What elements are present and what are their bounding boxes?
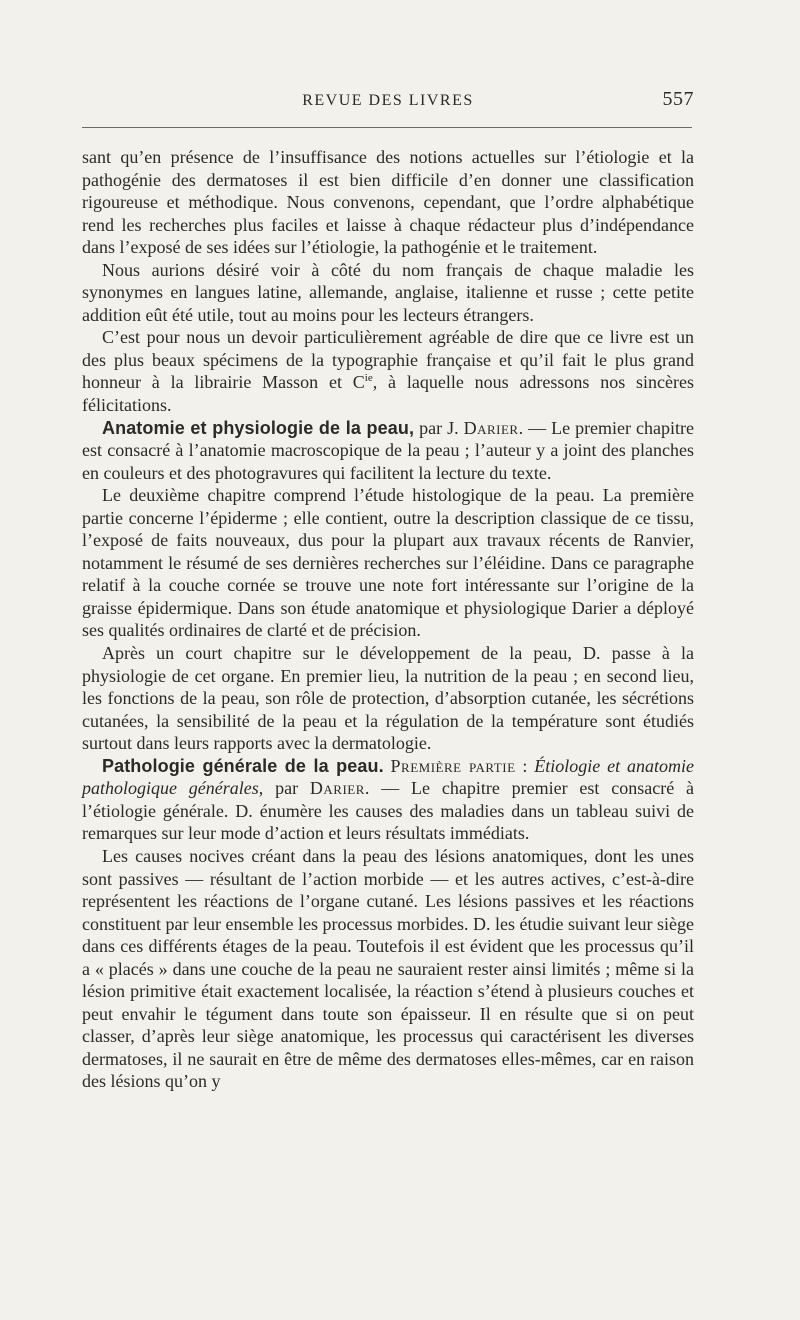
text-run: par J. [414,417,464,438]
section-heading-anatomie: Anatomie et physiologie de la peau, [102,417,415,438]
section-heading-pathologie: Pathologie générale de la peau. [102,755,384,776]
author-name: Darier [463,417,519,438]
page-number: 557 [662,88,694,110]
paragraph-causes: Les causes nocives créant dans la peau des lésions anatomiques, dont les unes sont passives — résultant de l’action morbide — et les autres actives, c’est-à-dire représentent les réactions de l’organe cutané. Les lésions passives et les réactions constituent par leur ensemble les processus morbides. D. les étudie suivant leur siège dans ces différents étages de la peau. Toutefois il est évident que les processus qu’il a « placés » dans une couche de la peau ne sauraient rester ainsi limités ; même si la lésion primitive était exactement localisée, la réaction s’étend à plusieurs couches et peut envahir le tégument dans toute son épaisseur. Il en résulte que si on peut classer, d’après leur siège anatomique, les processus qui caractérisent les diverses dermatoses, il ne saurait en être de même des dermatoses elles-mêmes, car en raison des lésions qu’on y [82,845,694,1092]
paragraph-anatomie [82,417,694,485]
text-run: , à laquelle nous adressons nos sincères félicitations. [82,372,695,416]
running-head: REVUE DES LIVRES [302,92,474,109]
page-header [82,88,694,118]
text-run: : [515,755,535,776]
paragraph-synonymes: Nous aurions désiré voir à côté du nom français de chaque maladie les synonymes en langues latine, allemande, anglaise, italienne et russe ; cette petite addition eût été utile, tout au moins pour les lecteurs étrangers. [82,259,694,325]
paragraph-typographie [82,326,694,416]
text-run: . — Le premier chapitre est consacré à l’anatomie macroscopique de la peau ; l’auteur y a joint des planches en couleurs et des photogravures qui facilitent la lecture du texte. [82,417,695,483]
text-run: , par [258,778,310,799]
superscript: ie [364,372,373,385]
paragraph-continuation: sant qu’en présence de l’insuffisance des notions actuelles sur l’étiologie et la pathogénie des dermatoses il est bien difficile d’en donner une classification rigoureuse et méthodique. Nous convenons, cependant, que l’ordre alphabétique rend les recherches plus faciles et laisse à chaque rédacteur plus d’indépendance dans l’exposé de ses idées sur l’étiologie, la pathogénie et le traitement. [82,147,694,258]
part-title: Étiologie et anatomie pathologique générales [82,755,694,799]
body-text [82,146,694,1093]
paragraph-histologie: Le deuxième chapitre comprend l’étude histologique de la peau. La première partie concerne l’épiderme ; elle contient, outre la description classique de ce tissu, l’exposé de faits nouveaux, dus pour la plupart aux travaux récents de Ranvier, notamment le résumé de ses dernières recherches sur l’éléidine. Dans ce paragraphe relatif à la couche cornée se trouve une note fort intéressante sur l’origine de la graisse épidermique. Dans son étude anatomique et physiologique Darier a déployé ses qualités ordinaires de clarté et de précision. [82,485,694,641]
author-name: Darier [309,778,365,799]
text-run: . — Le chapitre premier est consacré à l’étiologie générale. D. énumère les causes des maladies dans un tableau suivi de remarques sur leur mode d’action et leurs résultats immédiats. [82,778,694,844]
text-run: C’est pour nous un devoir particulièrement agréable de dire que ce livre est un des plus beaux spécimens de la typographie française et qu’il fait le plus grand honneur à la librairie Masson et C [82,327,694,393]
paragraph-pathologie [82,755,694,845]
header-rule [82,127,692,128]
paragraph-physiologie: Après un court chapitre sur le développement de la peau, D. passe à la physiologie de cet organe. En premier lieu, la nutrition de la peau ; en second lieu, les fonctions de la peau, son rôle de protection, d’absorption cutanée, les sécrétions cutanées, la sensibilité de la peau et la régulation de la température sont étudiés surtout dans leurs rapports avec la dermatologie. [82,643,694,754]
part-label: Première partie [390,755,516,776]
